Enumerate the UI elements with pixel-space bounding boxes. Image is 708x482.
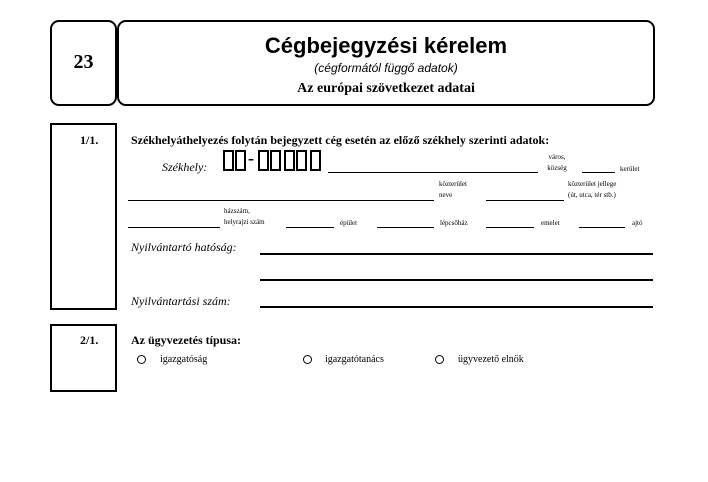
kozterulet-jellege-line2: (út, utca, tér stb.)	[568, 191, 616, 199]
option-igazgatotanacs-radio[interactable]	[303, 355, 312, 364]
kerulet-line[interactable]	[582, 172, 615, 173]
hazszam-line[interactable]	[128, 227, 220, 228]
kozterulet-neve-line[interactable]	[128, 200, 434, 201]
form-number: 23	[73, 51, 94, 73]
hatosag-label: Nyilvántartó hatóság:	[131, 240, 237, 254]
hazszam-label	[224, 208, 265, 226]
epulet-label: épület	[340, 219, 358, 227]
varos-label-line1: város,	[548, 153, 566, 161]
section2-number: 2/1.	[80, 333, 99, 347]
section-title: Az európai szövetkezet adatai	[297, 81, 475, 96]
option-igazgatosag-label: igazgatóság	[160, 354, 208, 365]
section1-number-box	[50, 123, 117, 310]
lepcsohaz-line[interactable]	[377, 227, 434, 228]
ajto-line[interactable]	[579, 227, 625, 228]
szekhely-label: Székhely:	[162, 160, 208, 174]
section2-heading: Az ügyvezetés típusa:	[131, 333, 241, 347]
postal-digit-5[interactable]	[284, 150, 295, 171]
page-subtitle: (cégformától függő adatok)	[314, 61, 458, 75]
postal-digit-6[interactable]	[296, 150, 307, 171]
option-ugyvezeto-elnok-radio[interactable]	[435, 355, 444, 364]
lepcsohaz-label: lépcsőház	[440, 219, 468, 227]
ajto-label: ajtó	[632, 219, 643, 227]
hatosag-line-1[interactable]	[260, 253, 653, 255]
szam-label: Nyilvántartási szám:	[131, 294, 231, 308]
postal-digit-3[interactable]	[258, 150, 269, 171]
varos-label	[543, 154, 571, 172]
varos-label-line2: község	[547, 164, 567, 172]
hatosag-line-2[interactable]	[260, 279, 653, 281]
postal-digit-4[interactable]	[270, 150, 281, 171]
postal-digit-1[interactable]	[223, 150, 234, 171]
epulet-line[interactable]	[286, 227, 334, 228]
emelet-label: emelet	[541, 219, 560, 227]
varos-line[interactable]	[328, 172, 538, 173]
hazszam-line1: házszám,	[224, 207, 250, 215]
postal-dash: -	[248, 148, 254, 168]
kozterulet-jellege-label	[568, 181, 616, 199]
option-igazgatosag-radio[interactable]	[137, 355, 146, 364]
section1-heading: Székhelyáthelyezés folytán bejegyzett cég esetén az előző székhely szerinti adatok:	[131, 133, 550, 147]
section1-number: 1/1.	[80, 133, 99, 147]
postal-digit-2[interactable]	[235, 150, 246, 171]
postal-digit-7[interactable]	[310, 150, 321, 171]
option-igazgatotanacs-label: igazgatótanács	[325, 354, 384, 365]
szam-line[interactable]	[260, 306, 653, 308]
page-title: Cégbejegyzési kérelem	[264, 33, 508, 58]
kozterulet-neve-line2: neve	[439, 191, 453, 199]
kozterulet-neve-line1: közterület	[439, 180, 467, 188]
emelet-line[interactable]	[486, 227, 534, 228]
kozterulet-jellege-line[interactable]	[486, 200, 564, 201]
option-ugyvezeto-elnok-label: ügyvezető elnök	[458, 354, 524, 365]
kozterulet-neve-label	[439, 181, 467, 199]
kerulet-label: kerület	[620, 165, 640, 173]
hazszam-line2: helyrajzi szám	[224, 218, 265, 226]
kozterulet-jellege-line1: közterület jellege	[568, 180, 617, 188]
